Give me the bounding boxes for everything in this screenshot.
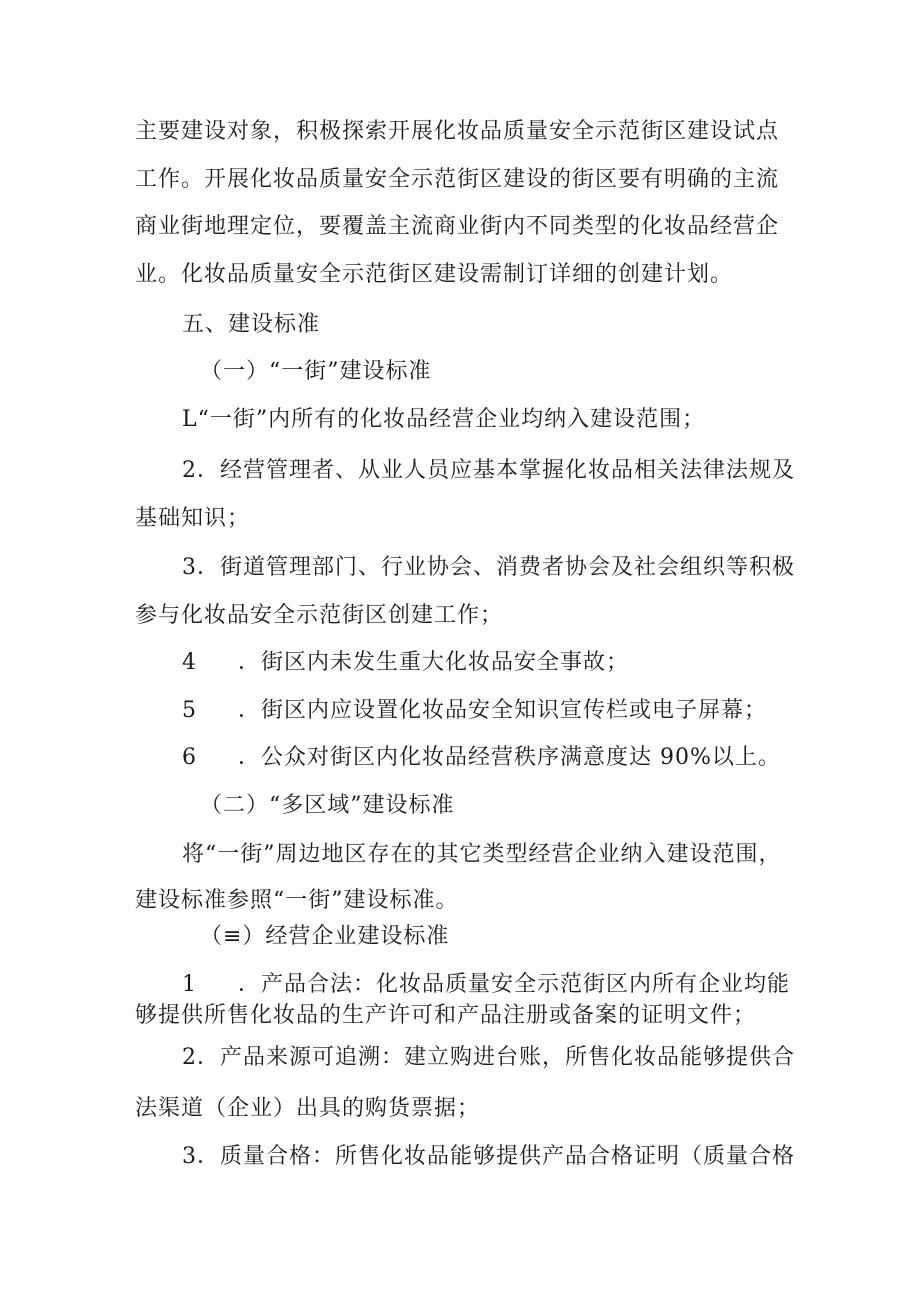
list-item	[182, 648, 802, 678]
subsection-heading: （≡）经营企业建设标准	[200, 924, 450, 949]
list-item-continuation: 参与化妆品安全示范街区创建工作；	[135, 603, 504, 628]
list-item-continuation: 够提供所售化妆品的生产许可和产品注册或备案的证明文件；	[135, 1003, 757, 1028]
paragraph-line: 工作。开展化妆品质量安全示范街区建设的街区要有明确的主流	[135, 167, 780, 192]
list-item-continuation: 基础知识；	[135, 506, 251, 531]
list-item: L“一街”内所有的化妆品经营企业均纳入建设范围；	[182, 407, 706, 432]
list-item-continuation: 法渠道（企业）出具的购货票据；	[135, 1096, 481, 1121]
paragraph-line: 业。化妆品质量安全示范街区建设需制订详细的创建计划。	[135, 262, 734, 287]
paragraph-line: 将“一街”周边地区存在的其它类型经营企业纳入建设范围，	[182, 842, 782, 867]
paragraph-line: 商业街地理定位，要覆盖主流商业街内不同类型的化妆品经营企	[135, 214, 780, 239]
list-item	[182, 970, 802, 1000]
paragraph-line: 建设标准参照“一街”建设标准。	[135, 888, 459, 913]
list-item	[182, 696, 802, 726]
list-number: 6	[182, 745, 197, 770]
subsection-heading: （二）“多区域”建设标准	[200, 793, 455, 818]
list-item: 2．产品来源可追溯：建立购进台账，所售化妆品能够提供合	[182, 1045, 795, 1070]
list-text: ．产品合法：化妆品质量安全示范街区内所有企业均能	[238, 972, 791, 997]
list-item: 2．经营管理者、从业人员应基本掌握化妆品相关法律法规及	[182, 458, 795, 483]
list-number: 4	[182, 650, 197, 675]
list-text: ．街区内应设置化妆品安全知识宣传栏或电子屏幕；	[238, 698, 768, 723]
list-text: ．街区内未发生重大化妆品安全事故；	[238, 650, 630, 675]
list-number: 5	[182, 698, 197, 723]
list-item: 3．街道管理部门、行业协会、消费者协会及社会组织等积极	[182, 555, 795, 580]
section-heading: 五、建设标准	[182, 312, 321, 337]
list-text: ．公众对街区内化妆品经营秩序满意度达 90%以上。	[238, 745, 781, 770]
list-item: 3．质量合格：所售化妆品能够提供产品合格证明（质量合格	[182, 1144, 795, 1169]
paragraph-line: 主要建设对象，积极探索开展化妆品质量安全示范街区建设试点	[135, 119, 780, 144]
list-item	[182, 743, 802, 773]
subsection-heading: （一）“一街”建设标准	[200, 359, 432, 384]
list-number: 1	[182, 972, 197, 997]
